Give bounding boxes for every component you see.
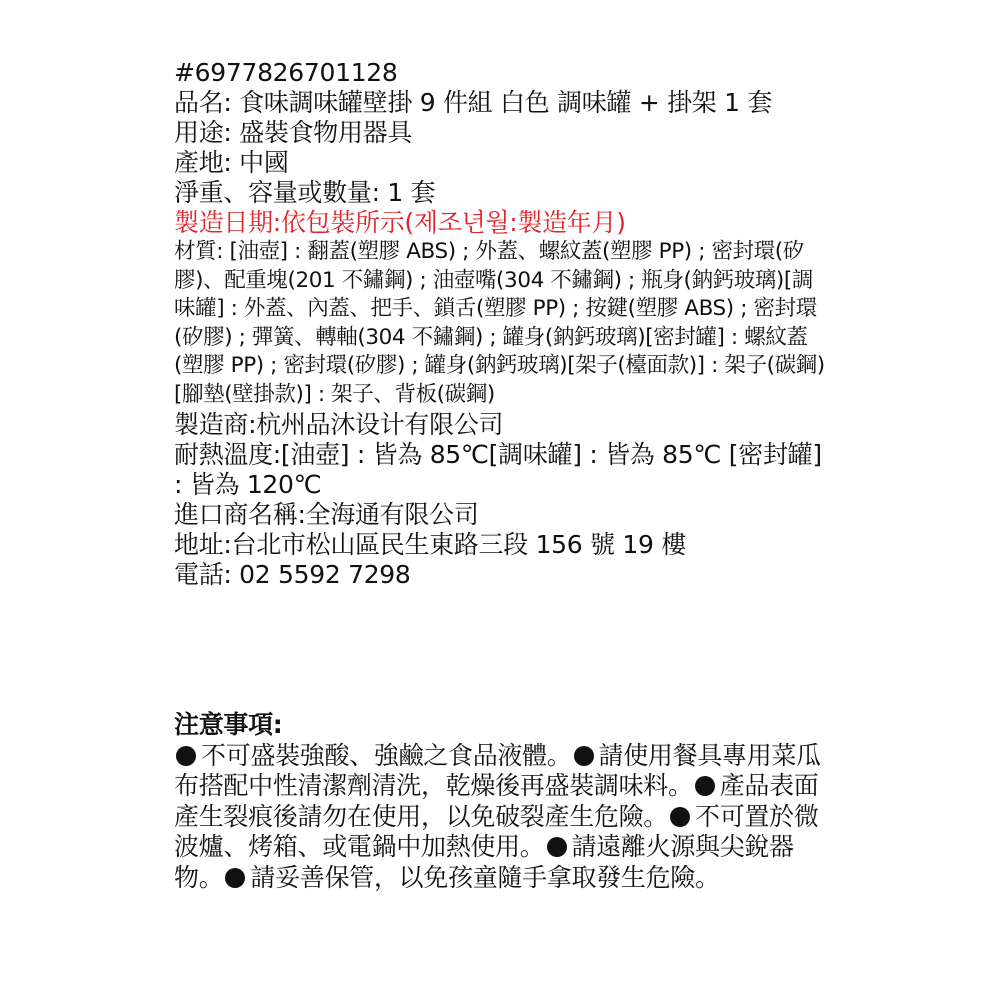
manufacture-date-text: 製造日期:依包裝所示(제조년월:製造年月) — [174, 208, 626, 237]
origin-text: 產地: 中國 — [174, 148, 289, 177]
caution-item: 請遠離火源與尖銳器物。 — [174, 832, 794, 892]
bullet-icon — [547, 837, 567, 857]
bullet-icon — [176, 746, 196, 766]
barcode-number: #6977826701128 — [174, 58, 398, 87]
product-label — [174, 58, 834, 590]
caution-item: 請妥善保管，以免孩童隨手拿取發生危險。 — [250, 862, 720, 892]
caution-list — [174, 741, 824, 894]
heat-resistance-text: 耐熱溫度:[油壺] : 皆為 85℃[調味罐] : 皆為 85℃ [密封罐] : 皆為 120℃ — [174, 439, 822, 499]
material-text: 材質: [油壺] : 翻蓋(塑膠 ABS) ; 外蓋、螺紋蓋(塑膠 PP) ; 密封環(矽膠)、配重塊(201 不鏽鋼) ; 油壺嘴(304 不鏽鋼) ; 瓶身(鈉鈣玻璃)[調味罐] : 外蓋、內蓋、把手、鎖舌(塑膠 PP) ; 按鍵(塑膠 ABS) ; 密封環(矽膠) ; 彈簧、轉軸(304 不鏽鋼) ; 罐身(鈉鈣玻璃)[密封罐] : 螺紋蓋(塑膠 PP) ; 密封環(矽膠) ; 罐身(鈉鈣玻璃)[架子(檯面款)] : 架子(碳鋼)[腳墊(壁掛款)] : 架子、背板(碳鋼) — [174, 239, 825, 407]
product-name: 品名: 食味調味罐壁掛 9 件組 白色 調味罐 + 掛架 1 套 — [174, 88, 773, 117]
caution-item: 請使用餐具專用菜瓜布搭配中性清潔劑清洗，乾燥後再盛裝調味料。 — [174, 740, 821, 800]
bullet-icon — [574, 746, 594, 766]
address-text: 地址:台北市松山區民生東路三段 156 號 19 樓 — [174, 529, 686, 559]
caution-item: 產品表面產生裂痕後請勿在使用，以免破裂產生危險。 — [174, 771, 819, 831]
caution-title: 注意事項: — [174, 710, 283, 739]
usage-text: 用途: 盛裝食物用器具 — [174, 118, 413, 147]
net-quantity-text: 淨重、容量或數量: 1 套 — [174, 178, 436, 207]
bullet-icon — [225, 868, 245, 888]
caution-item: 不可置於微波爐、烤箱、或電鍋中加熱使用。 — [174, 801, 819, 861]
bullet-icon — [695, 776, 715, 796]
manufacturer-text: 製造商:杭州品沐设计有限公司 — [174, 409, 504, 439]
caution-item: 不可盛裝強酸、強鹼之食品液體。 — [201, 740, 572, 770]
caution-section — [174, 710, 824, 893]
importer-text: 進口商名稱:全海通有限公司 — [174, 499, 479, 529]
bullet-icon — [670, 807, 690, 827]
phone-text: 電話: 02 5592 7298 — [174, 559, 411, 589]
